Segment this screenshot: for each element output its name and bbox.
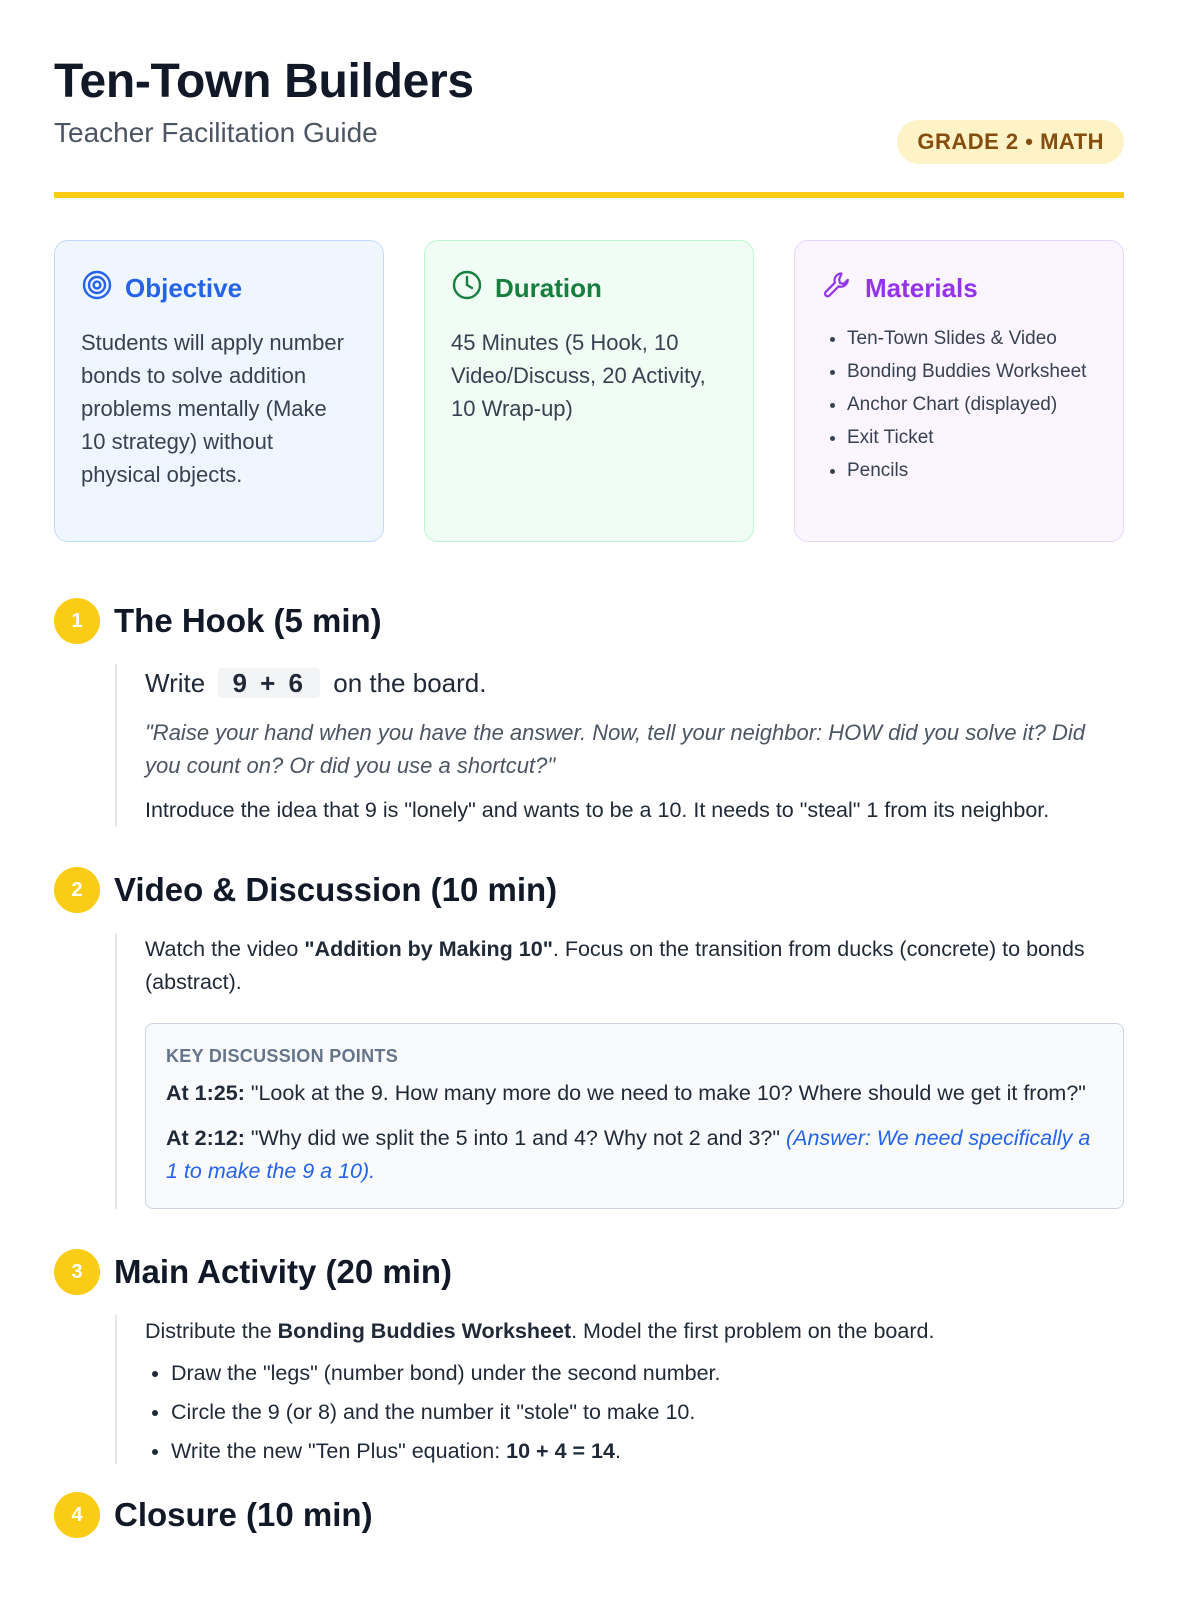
discussion-text: "Why did we split the 5 into 1 and 4? Why not 2 and 3?" (244, 1126, 786, 1150)
duration-card (424, 240, 754, 542)
page-title: Ten-Town Builders (54, 55, 474, 108)
step-number-badge: 2 (54, 867, 100, 913)
equation-result: 10 + 4 = 14 (506, 1439, 615, 1463)
discussion-point (166, 1122, 1103, 1188)
hook-instruction-tail: on the board. (333, 668, 487, 698)
target-icon (81, 269, 113, 308)
page-subtitle: Teacher Facilitation Guide (54, 117, 378, 148)
materials-item: • Exit Ticket (847, 425, 1097, 451)
objective-text: Students will apply number bonds to solve addition problems mentally (Make 10 strategy) without physical objects. (81, 330, 344, 487)
hook-instruction-lead: Write (145, 668, 206, 698)
video-section-title: Video & Discussion (10 min) (114, 871, 558, 908)
objective-card (54, 240, 384, 542)
activity-section-body (115, 1315, 1124, 1464)
hook-section-header (54, 598, 1124, 644)
activity-section-title: Main Activity (20 min) (114, 1253, 453, 1290)
video-section-body (115, 933, 1124, 1209)
hook-quote: "Raise your hand when you have the answer. Now, tell your neighbor: HOW did you solve it? Did you count on? Or did you use a shortcut?" (145, 720, 1086, 778)
activity-step-tail: . (614, 1439, 621, 1463)
worksheet-name: Bonding Buddies Worksheet (277, 1319, 572, 1343)
materials-title: Materials (865, 273, 978, 303)
hook-note: Introduce the idea that 9 is "lonely" and wants to be a 10. It needs to "steal" 1 from its neighbor. (145, 798, 1050, 822)
video-name: "Addition by Making 10" (304, 937, 553, 961)
activity-section (54, 1249, 1124, 1464)
activity-section-header (54, 1249, 1124, 1295)
objective-card-header (81, 269, 357, 308)
video-section-header (54, 867, 1124, 913)
grade-badge: GRADE 2 • MATH (897, 120, 1124, 164)
activity-step-text: Draw the "legs" (number bond) under the second number. (171, 1361, 721, 1385)
closure-section (54, 1492, 1124, 1538)
activity-step (171, 1360, 1124, 1386)
hook-section (54, 598, 1124, 827)
step-number-badge: 4 (54, 1492, 100, 1538)
page-header (54, 0, 1124, 198)
hook-instruction (145, 664, 1124, 702)
materials-item: • Bonding Buddies Worksheet (847, 359, 1097, 385)
activity-intro-lead: Distribute the (145, 1319, 278, 1343)
wrench-icon (821, 269, 853, 308)
activity-steps (145, 1360, 1124, 1464)
materials-card (794, 240, 1124, 542)
discussion-point (166, 1077, 1103, 1110)
summary-cards (54, 240, 1124, 542)
discussion-text: "Look at the 9. How many more do we need to make 10? Where should we get it from?" (244, 1081, 1086, 1105)
video-section (54, 867, 1124, 1209)
video-intro-lead: Watch the video (145, 937, 305, 961)
materials-list (821, 326, 1097, 484)
activity-intro (145, 1315, 1124, 1348)
materials-item: • Ten-Town Slides & Video (847, 326, 1097, 352)
video-intro-tail: . Focus on the transition from ducks (concrete) to bonds (abstract). (145, 937, 1085, 994)
step-number-badge: 3 (54, 1249, 100, 1295)
equation-code: 9 + 6 (218, 668, 320, 698)
key-discussion-box (145, 1023, 1124, 1209)
activity-intro-tail: . Model the first problem on the board. (571, 1319, 935, 1343)
hook-section-body (115, 664, 1124, 827)
activity-step (171, 1399, 1124, 1425)
hook-section-title: The Hook (5 min) (114, 602, 382, 639)
timestamp: At 1:25: (166, 1081, 245, 1105)
activity-step (171, 1438, 1124, 1464)
objective-title: Objective (125, 273, 243, 303)
activity-step-text: Circle the 9 (or 8) and the number it "stole" to make 10. (171, 1400, 696, 1424)
duration-title: Duration (495, 273, 602, 303)
duration-text: 45 Minutes (5 Hook, 10 Video/Discuss, 20 Activity, 10 Wrap-up) (451, 330, 706, 421)
materials-card-header (821, 269, 1097, 308)
activity-step-text: Write the new "Ten Plus" equation: (171, 1439, 507, 1463)
answer-note: (Answer: We need specifically a 1 to make the 9 a 10). (166, 1126, 1091, 1183)
key-discussion-label: KEY DISCUSSION POINTS (166, 1046, 399, 1066)
closure-section-title: Closure (10 min) (114, 1496, 373, 1533)
materials-item: • Anchor Chart (displayed) (847, 392, 1097, 418)
clock-icon (451, 269, 483, 308)
closure-section-header (54, 1492, 1124, 1538)
video-intro (145, 933, 1124, 999)
step-number-badge: 1 (54, 598, 100, 644)
duration-card-header (451, 269, 727, 308)
timestamp: At 2:12: (166, 1126, 245, 1150)
materials-item: • Pencils (847, 458, 1097, 484)
